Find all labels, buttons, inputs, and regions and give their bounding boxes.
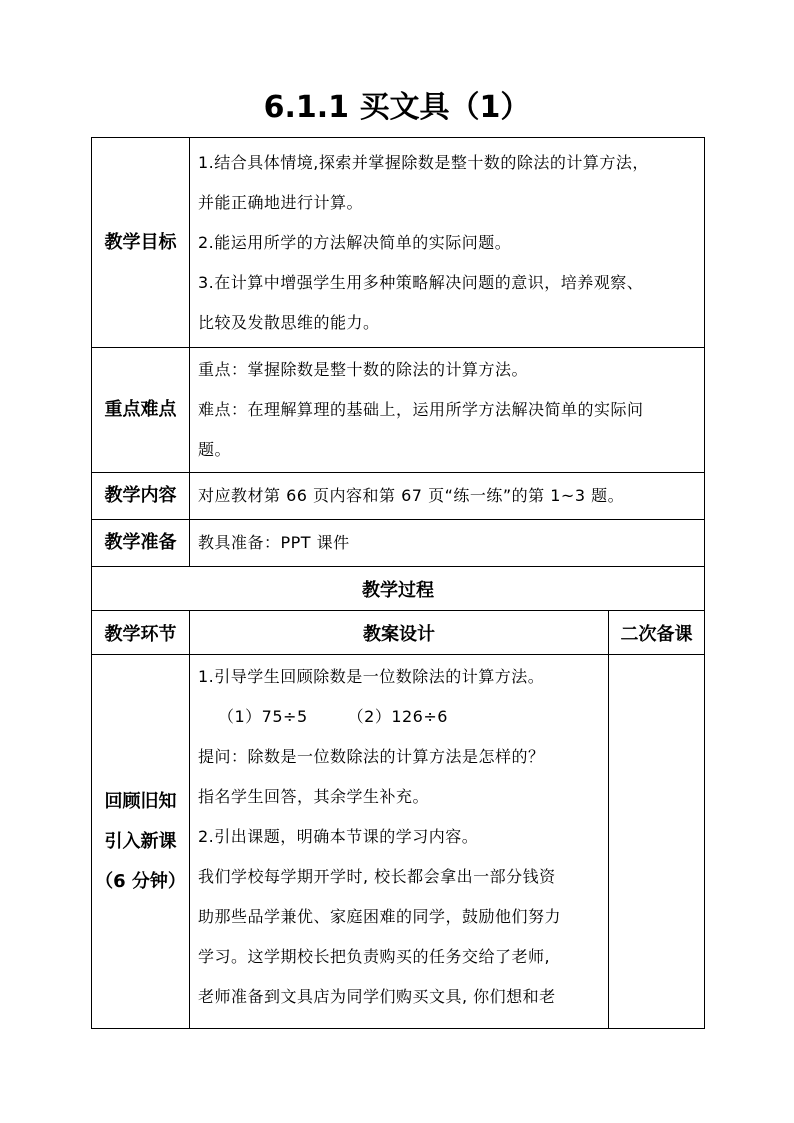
objectives-line: 并能正确地进行计算。 bbox=[198, 192, 364, 212]
column-stage: 教学环节 bbox=[92, 611, 190, 655]
objectives-label: 教学目标 bbox=[92, 138, 190, 348]
objectives-line: 1.结合具体情境,探索并掌握除数是整十数的除法的计算方法， bbox=[198, 152, 649, 172]
content-label: 教学内容 bbox=[92, 473, 190, 520]
lesson-plan-table bbox=[91, 137, 705, 1029]
stage1-line: 指名学生回答，其余学生补充。 bbox=[198, 787, 430, 806]
objectives-line: 3.在计算中增强学生用多种策略解决问题的意识，培养观察、 bbox=[198, 272, 644, 292]
content-row bbox=[92, 473, 705, 520]
preparation-row bbox=[92, 520, 705, 567]
column-design: 教案设计 bbox=[190, 611, 609, 655]
keypoints-content bbox=[190, 348, 705, 473]
preparation-label: 教学准备 bbox=[92, 520, 190, 567]
stage1-line: 老师准备到文具店为同学们购买文具, 你们想和老 bbox=[198, 987, 556, 1006]
objectives-content bbox=[190, 138, 705, 348]
objectives-line: 2.能运用所学的方法解决简单的实际问题。 bbox=[198, 232, 512, 252]
keypoints-line: 难点：在理解算理的基础上，运用所学方法解决简单的实际问 bbox=[198, 400, 644, 419]
process-header: 教学过程 bbox=[92, 567, 705, 611]
example-2: （2）126÷6 bbox=[347, 707, 448, 726]
column-second-prep: 二次备课 bbox=[609, 611, 705, 655]
page-title: 6.1.1 买文具（1） bbox=[263, 90, 531, 125]
stage1-examples bbox=[198, 697, 602, 737]
stage1-line: 2.引出课题，明确本节课的学习内容。 bbox=[198, 827, 479, 846]
example-1: （1）75÷5 bbox=[218, 707, 308, 726]
process-header-row bbox=[92, 567, 705, 611]
stage1-label-line: （6 分钟） bbox=[95, 870, 186, 892]
stage1-label bbox=[92, 655, 190, 1029]
stage1-row bbox=[92, 655, 705, 1029]
objectives-line: 比较及发散思维的能力。 bbox=[198, 312, 380, 332]
stage1-second-prep bbox=[609, 655, 705, 1029]
stage1-line: 提问：除数是一位数除法的计算方法是怎样的？ bbox=[198, 747, 545, 766]
content-text: 对应教材第 66 页内容和第 67 页“练一练”的第 1~3 题。 bbox=[190, 473, 705, 520]
stage1-line: 我们学校每学期开学时, 校长都会拿出一部分钱资 bbox=[198, 867, 556, 886]
objectives-row bbox=[92, 138, 705, 348]
stage1-design bbox=[190, 655, 609, 1029]
stage1-line: 助那些品学兼优、家庭困难的同学，鼓励他们努力 bbox=[198, 907, 562, 926]
process-columns-row bbox=[92, 611, 705, 655]
preparation-text: 教具准备：PPT 课件 bbox=[190, 520, 705, 567]
stage1-label-line: 引入新课 bbox=[104, 830, 177, 852]
keypoints-line: 题。 bbox=[198, 440, 232, 459]
stage1-line: 学习。这学期校长把负责购买的任务交给了老师, bbox=[198, 947, 551, 966]
keypoints-label: 重点难点 bbox=[92, 348, 190, 473]
stage1-label-line: 回顾旧知 bbox=[104, 790, 177, 812]
keypoints-line: 重点：掌握除数是整十数的除法的计算方法。 bbox=[198, 360, 529, 379]
keypoints-row bbox=[92, 348, 705, 473]
stage1-line: 1.引导学生回顾除数是一位数除法的计算方法。 bbox=[198, 667, 545, 686]
